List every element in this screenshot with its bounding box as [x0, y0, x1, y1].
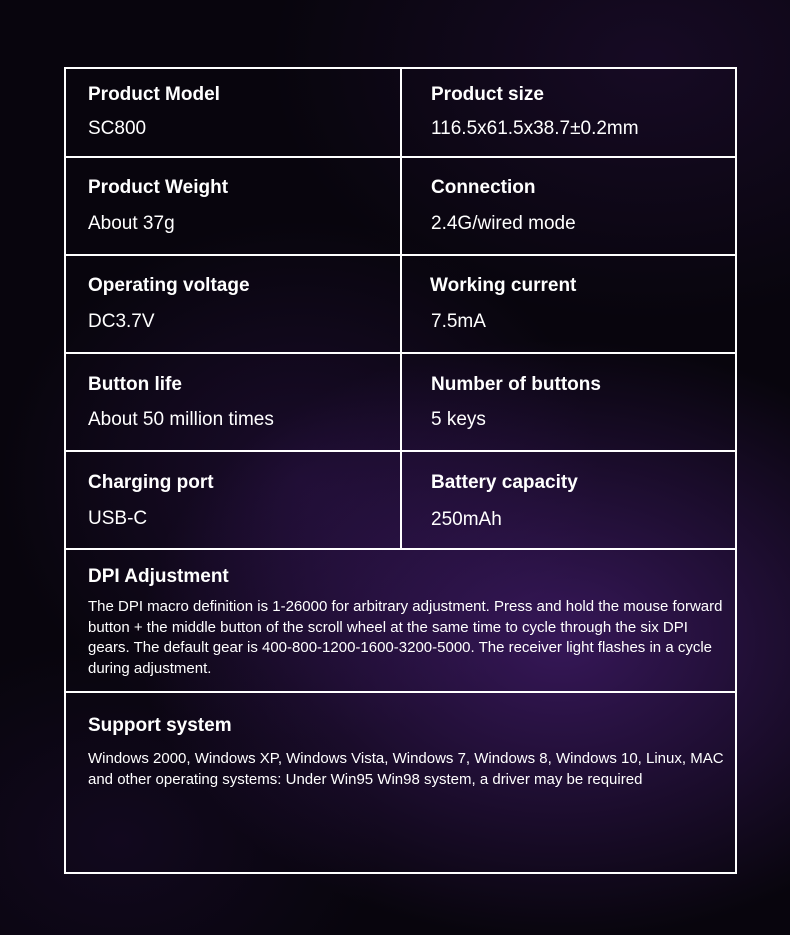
spec-row	[66, 354, 735, 452]
spec-cell-dpi-adjustment	[66, 550, 735, 691]
spec-label: Product Model	[88, 84, 220, 105]
spec-label: Number of buttons	[431, 374, 601, 395]
spec-value: 2.4G/wired mode	[431, 213, 576, 234]
spec-table	[64, 67, 737, 874]
spec-cell-button-life	[66, 354, 402, 450]
spec-cell-product-model	[66, 69, 402, 156]
spec-label: Battery capacity	[431, 472, 578, 493]
dpi-description: The DPI macro definition is 1-26000 for arbitrary adjustment. Press and hold the mouse forward button + the middle button of the scroll wheel at the same time to cycle through the six DPI gears. The default gear is 400-800-1200-1600-3200-5000. The receiver light flashes in a cycle during adjustment.	[88, 598, 723, 677]
spec-row	[66, 69, 735, 158]
spec-cell-battery-capacity	[402, 452, 735, 548]
spec-label: Working current	[430, 275, 577, 296]
spec-value: 116.5x61.5x38.7±0.2mm	[431, 118, 639, 139]
spec-label: Button life	[88, 374, 182, 395]
spec-cell-number-of-buttons	[402, 354, 735, 450]
support-description: Windows 2000, Windows XP, Windows Vista, Windows 7, Windows 8, Windows 10, Linux, MAC and other operating systems: Under Win95 Win98 system, a driver may be required	[88, 750, 724, 788]
spec-label: Support system	[88, 715, 232, 736]
spec-value: SC800	[88, 118, 147, 139]
spec-value: About 50 million times	[88, 409, 274, 430]
spec-label: Operating voltage	[88, 275, 250, 296]
spec-value: DC3.7V	[88, 311, 155, 332]
spec-value: USB-C	[88, 508, 148, 529]
spec-row-dpi	[66, 550, 735, 693]
spec-value: About 37g	[88, 213, 175, 234]
spec-cell-operating-voltage	[66, 256, 402, 352]
spec-value: 5 keys	[431, 409, 486, 430]
spec-row	[66, 256, 735, 354]
spec-cell-charging-port	[66, 452, 402, 548]
spec-cell-working-current	[402, 256, 735, 352]
spec-cell-product-size	[402, 69, 735, 156]
spec-cell-connection	[402, 158, 735, 254]
spec-row-support	[66, 693, 735, 872]
spec-label: Connection	[431, 177, 536, 198]
spec-cell-product-weight	[66, 158, 402, 254]
spec-row	[66, 158, 735, 256]
spec-label: DPI Adjustment	[88, 566, 229, 587]
spec-value: 250mAh	[431, 509, 502, 530]
spec-value: 7.5mA	[431, 311, 486, 332]
spec-label: Charging port	[88, 472, 214, 493]
spec-label: Product Weight	[88, 177, 229, 198]
spec-label: Product size	[431, 84, 544, 105]
spec-cell-support-system	[66, 693, 735, 872]
spec-row	[66, 452, 735, 550]
